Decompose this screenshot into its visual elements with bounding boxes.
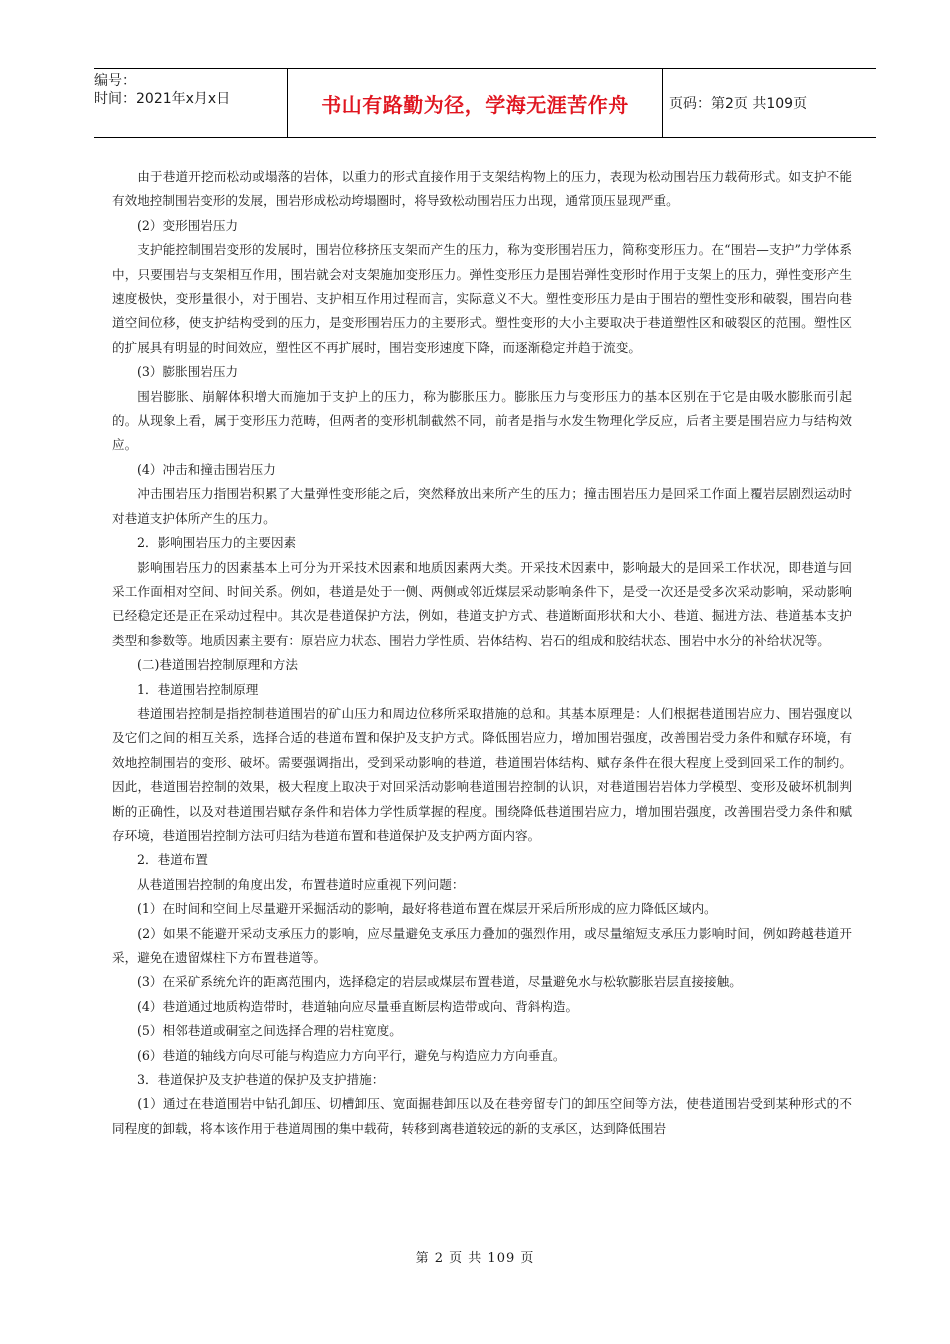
- motto: 书山有路勤为径，学海无涯苦作舟: [321, 92, 629, 117]
- page-label: 页码：第2页 共109页: [669, 96, 808, 112]
- paragraph: (2）如果不能避开采动支承压力的影响，应尽量避免支承压力叠加的强烈作用，或尽量缩短支承压力影响时间，例如跨越巷道开采，避免在遗留煤柱下方布置巷道等。: [112, 925, 852, 965]
- document-body: [112, 165, 852, 1141]
- header-meta: [94, 69, 288, 137]
- header-motto-cell: [288, 69, 663, 137]
- section-line: (1）在时间和空间上尽量避开采掘活动的影响，最好将巷道布置在煤层开采后所形成的应力降低区域内。: [137, 901, 717, 917]
- number-label: 编号：: [94, 73, 136, 89]
- time-label: 时间：2021年x月x日: [94, 91, 231, 107]
- paragraph: (1）通过在巷道围岩中钻孔卸压、切槽卸压、宽面掘巷卸压以及在巷旁留专门的卸压空间等方法，使巷道围岩受到某种形式的不同程度的卸载，将本该作用于巷道周围的集中载荷，转移到离巷道较远的新的支承区，达到降低围岩: [112, 1096, 852, 1136]
- section-line: 2．影响围岩压力的主要因素: [137, 535, 297, 551]
- section-line: 2．巷道布置: [137, 852, 208, 868]
- paragraph: 冲击围岩压力指围岩积累了大量弹性变形能之后，突然释放出来所产生的压力；撞击围岩压力是回采工作面上覆岩层剧烈运动时对巷道支护体所产生的压力。: [112, 486, 852, 526]
- section-line: (2）变形围岩压力: [137, 217, 239, 233]
- paragraph: 巷道围岩控制是指控制巷道围岩的矿山压力和周边位移所采取措施的总和。其基本原理是：人们根据巷道围岩应力、围岩强度以及它们之间的相互关系，选择合适的巷道布置和保护及支护方式。降低围岩应力，增加围岩强度，改善围岩受力条件和赋存环境，有效地控制围岩的变形、破坏。需要强调指出，受到采动影响的巷道，巷道围岩体结构、赋存条件在很大程度上受到回采工作的制约。因此，巷道围岩控制的效果，极大程度上取决于对回采活动影响巷道围岩控制的认识，对巷道围岩岩体力学模型、变形及破坏机制判断的正确性，以及对巷道围岩赋存条件和岩体力学性质掌握的程度。围绕降低巷道围岩应力，增加围岩强度，改善围岩受力条件和赋存环境，巷道围岩控制方法可归结为巷道布置和巷道保护及支护两方面内容。: [112, 705, 852, 843]
- section-line: (3）在采矿系统允许的距离范围内，选择稳定的岩层或煤层布置巷道，尽量避免水与松软膨胀岩层直接接触。: [137, 974, 742, 990]
- section-line: (4）巷道通过地质构造带时，巷道轴向应尽量垂直断层构造带或向、背斜构造。: [137, 998, 579, 1014]
- section-line: 3．巷道保护及支护巷道的保护及支护措施：: [137, 1072, 385, 1088]
- section-line: (5）相邻巷道或硐室之间选择合理的岩柱宽度。: [137, 1023, 402, 1039]
- paragraph: 支护能控制围岩变形的发展时，围岩位移挤压支架而产生的压力，称为变形围岩压力，简称变形压力。在“围岩—支护”力学体系中，只要围岩与支架相互作用，围岩就会对支架施加变形压力。弹性变形压力是围岩弹性变形时作用于支架上的压力，弹性变形产生速度极快，变形量很小，对于围岩、支护相互作用过程而言，实际意义不大。塑性变形压力是由于围岩的塑性变形和破裂，围岩向巷道空间位移，使支护结构受到的压力，是变形围岩压力的主要形式。塑性变形的大小主要取决于巷道塑性区和破裂区的范围。塑性区的扩展具有明显的时间效应，塑性区不再扩展时，围岩变形速度下降，而逐渐稳定并趋于流变。: [112, 242, 852, 355]
- header-page-cell: [663, 69, 876, 137]
- paragraph: 影响围岩压力的因素基本上可分为开采技术因素和地质因素两大类。开采技术因素中，影响最大的是回采工作状况，即巷道与回采工作面相对空间、时间关系。例如，巷道是处于一侧、两侧或邻近煤层采动影响条件下，是受一次还是受多次采动影响，采动影响已经稳定还是正在采动过程中。其次是巷道保护方法，例如，巷道支护方式、巷道断面形状和大小、巷道、掘进方法、巷道基本支护类型和参数等。地质因素主要有：原岩应力状态、围岩力学性质、岩体结构、岩石的组成和胶结状态、围岩中水分的补给状况等。: [112, 559, 852, 648]
- section-line: 从巷道围岩控制的角度出发，布置巷道时应重视下列问题：: [137, 876, 465, 892]
- section-line: (3）膨胀围岩压力: [137, 364, 239, 380]
- paragraph: 围岩膨胀、崩解体积增大而施加于支护上的压力，称为膨胀压力。膨胀压力与变形压力的基本区别在于它是由吸水膨胀而引起的。从现象上看，属于变形压力范畴，但两者的变形机制截然不同，前者是指与水发生物理化学反应，后者主要是围岩应力与结构效应。: [112, 388, 852, 453]
- section-line: (6）巷道的轴线方向尽可能与构造应力方向平行，避免与构造应力方向垂直。: [137, 1047, 566, 1063]
- section-line: 1．巷道围岩控制原理: [137, 681, 259, 697]
- section-line: (二)巷道围岩控制原理和方法: [137, 657, 298, 673]
- paragraph: 由于巷道开挖而松动或塌落的岩体，以重力的形式直接作用于支架结构物上的压力，表现为松动围岩压力载荷形式。如支护不能有效地控制围岩变形的发展，围岩形成松动垮塌圈时，将导致松动围岩压力出现，通常顶压显现严重。: [112, 169, 852, 209]
- page-header: [94, 68, 876, 138]
- page-footer: 第 2 页 共 109 页: [415, 1251, 535, 1266]
- section-line: (4）冲击和撞击围岩压力: [137, 461, 276, 477]
